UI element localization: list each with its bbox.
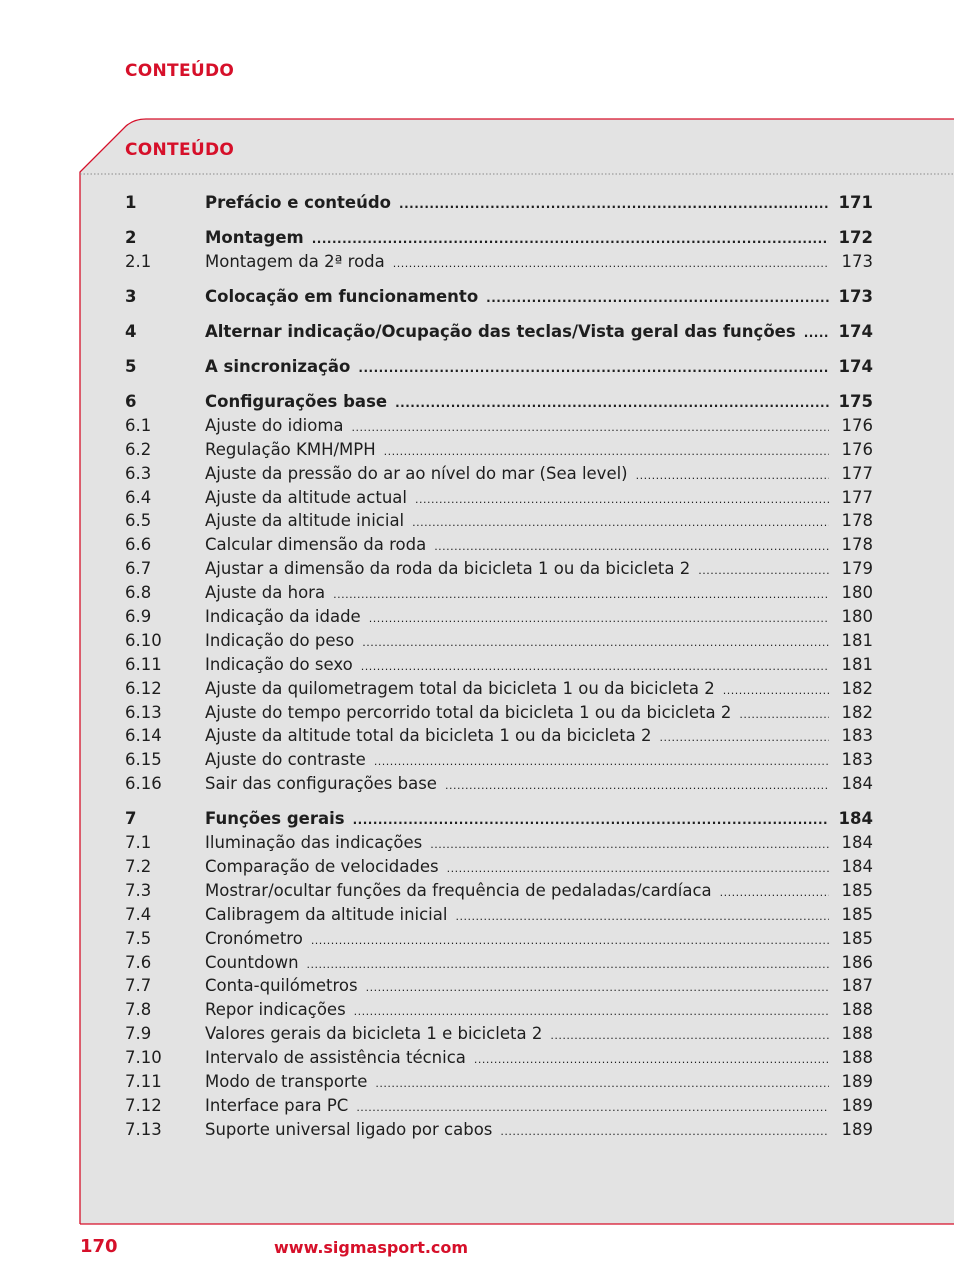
toc-page-number: 187 xyxy=(841,976,873,996)
toc-page-number: 178 xyxy=(841,535,873,555)
toc-number: 5 xyxy=(125,356,137,376)
toc-subsection-row[interactable] xyxy=(125,1072,873,1096)
toc-title: Modo de transporte xyxy=(205,1072,368,1092)
toc-subsection-row[interactable] xyxy=(125,833,873,857)
toc-number: 6.11 xyxy=(125,654,162,674)
toc-page-number: 184 xyxy=(841,833,873,853)
toc-dot-leader xyxy=(455,910,829,923)
toc-title: Funções gerais xyxy=(205,809,345,829)
toc-title: Mostrar/ocultar funções da frequência de pedaladas/cardíaca xyxy=(205,880,712,900)
toc-title: Conta-quilómetros xyxy=(205,976,358,996)
toc-page-number: 174 xyxy=(838,321,873,341)
toc-page-number: 184 xyxy=(841,774,873,794)
toc-number: 6.12 xyxy=(125,678,162,698)
toc-subsection-row[interactable] xyxy=(125,1000,873,1024)
toc-dot-leader xyxy=(430,838,829,851)
toc-number: 7.8 xyxy=(125,1000,152,1020)
toc-dot-leader xyxy=(356,1101,829,1114)
toc-subsection-row[interactable] xyxy=(125,703,873,727)
toc-title: Colocação em funcionamento xyxy=(205,286,479,306)
toc-dot-leader xyxy=(362,636,829,649)
toc-number: 7.6 xyxy=(125,952,152,972)
toc-page-number: 189 xyxy=(841,1095,873,1115)
toc-subsection-row[interactable] xyxy=(125,750,873,774)
toc-page-number: 183 xyxy=(841,750,873,770)
toc-number: 4 xyxy=(125,321,137,341)
toc-number: 6.13 xyxy=(125,702,162,722)
toc-dot-leader xyxy=(660,731,829,744)
toc-dot-leader xyxy=(500,1125,829,1138)
toc-page-number: 184 xyxy=(841,857,873,877)
page-header-title: CONTEÚDO xyxy=(125,61,235,81)
toc-title: Indicação do peso xyxy=(205,630,355,650)
toc-dot-leader xyxy=(353,813,829,827)
toc-subsection-row[interactable] xyxy=(125,631,873,655)
toc-dot-leader xyxy=(384,445,829,458)
toc-subsection-row[interactable] xyxy=(125,1096,873,1120)
footer-page-number: 170 xyxy=(80,1236,118,1257)
toc-title: Indicação da idade xyxy=(205,607,361,627)
toc-number: 7.7 xyxy=(125,976,152,996)
toc-page-number: 182 xyxy=(841,702,873,722)
toc-title: A sincronização xyxy=(205,356,351,376)
footer-url[interactable]: www.sigmasport.com xyxy=(274,1238,469,1257)
toc-number: 6 xyxy=(125,391,137,411)
toc-number: 7.10 xyxy=(125,1048,162,1068)
toc-subsection-row[interactable] xyxy=(125,464,873,488)
toc-dot-leader xyxy=(358,361,829,375)
toc-number: 2.1 xyxy=(125,252,152,271)
toc-subsection-row[interactable] xyxy=(125,1120,873,1144)
toc-title: Ajustar a dimensão da roda da bicicleta 1 ou da bicicleta 2 xyxy=(205,559,691,579)
toc-page-number: 179 xyxy=(841,559,873,579)
toc-title: Regulação KMH/MPH xyxy=(205,439,376,459)
toc-title: Ajuste da hora xyxy=(205,583,326,603)
toc-title: Prefácio e conteúdo xyxy=(205,193,392,212)
toc-subsection-row[interactable] xyxy=(125,607,873,631)
toc-number: 6.14 xyxy=(125,726,162,746)
toc-title: Montagem da 2ª roda xyxy=(205,252,385,271)
toc-dot-leader xyxy=(375,1077,829,1090)
toc-title: Ajuste da altitude inicial xyxy=(205,511,405,531)
toc-dot-leader xyxy=(399,197,829,211)
toc-page-number: 176 xyxy=(841,415,873,435)
toc-number: 7.11 xyxy=(125,1072,162,1092)
toc-section-row[interactable] xyxy=(125,322,873,346)
toc-page-number: 178 xyxy=(841,511,873,531)
toc-title: Alternar indicação/Ocupação das teclas/Vista geral das funções xyxy=(205,321,796,341)
toc-page-number: 188 xyxy=(841,1000,873,1020)
toc-title: Calcular dimensão da roda xyxy=(205,535,427,555)
toc-title: Ajuste da altitude actual xyxy=(205,487,407,507)
toc-dot-leader xyxy=(434,540,829,553)
toc-number: 3 xyxy=(125,286,137,306)
toc-subsection-row[interactable] xyxy=(125,511,873,535)
toc-page-number: 182 xyxy=(841,678,873,698)
toc-number: 6.10 xyxy=(125,630,162,650)
toc-page-number: 189 xyxy=(841,1072,873,1092)
toc-page-number: 183 xyxy=(841,726,873,746)
toc-title: Iluminação das indicações xyxy=(205,833,423,853)
toc-number: 6.16 xyxy=(125,774,162,794)
toc-dot-leader xyxy=(333,588,829,601)
toc-dot-leader xyxy=(636,469,829,482)
toc-page-number: 180 xyxy=(841,607,873,627)
toc-title: Ajuste do tempo percorrido total da bicicleta 1 ou da bicicleta 2 xyxy=(205,702,732,722)
toc-dot-leader xyxy=(311,934,829,947)
toc-section-row[interactable] xyxy=(125,357,873,381)
toc-subsection-row[interactable] xyxy=(125,953,873,977)
toc-section-row[interactable] xyxy=(125,228,873,252)
toc-number: 2 xyxy=(125,228,137,247)
toc-page-number: 171 xyxy=(838,193,873,212)
toc-dot-leader xyxy=(369,612,829,625)
toc-dot-leader xyxy=(486,291,829,305)
toc-number: 7.5 xyxy=(125,928,152,948)
toc-number: 7.9 xyxy=(125,1024,152,1044)
toc-dot-leader xyxy=(720,886,829,899)
toc-subsection-row[interactable] xyxy=(125,726,873,750)
toc-dot-leader xyxy=(354,1005,829,1018)
toc-number: 6.9 xyxy=(125,607,152,627)
toc-subsection-row[interactable] xyxy=(125,905,873,929)
toc-subsection-row[interactable] xyxy=(125,929,873,953)
toc-page-number: 181 xyxy=(841,630,873,650)
toc-page-number: 188 xyxy=(841,1024,873,1044)
toc-dot-leader xyxy=(393,257,829,270)
toc-number: 7.1 xyxy=(125,833,152,853)
toc-subsection-row[interactable] xyxy=(125,679,873,703)
toc-dot-leader xyxy=(698,564,829,577)
toc-page-number: 186 xyxy=(841,952,873,972)
toc-title: Comparação de velocidades xyxy=(205,857,439,877)
toc-page-number: 177 xyxy=(841,463,873,483)
panel-title: CONTEÚDO xyxy=(125,140,235,160)
toc-page-number: 189 xyxy=(841,1119,873,1139)
toc-number: 7.2 xyxy=(125,857,152,877)
toc-title: Interface para PC xyxy=(205,1095,349,1115)
toc-section-row[interactable] xyxy=(125,809,873,833)
toc-page-number: 180 xyxy=(841,583,873,603)
toc-dot-leader xyxy=(723,684,829,697)
toc-number: 6.6 xyxy=(125,535,152,555)
toc-dot-leader xyxy=(739,708,829,721)
toc-subsection-row[interactable] xyxy=(125,976,873,1000)
toc-title: Montagem xyxy=(205,228,304,247)
toc-page-number: 181 xyxy=(841,654,873,674)
toc-page-number: 175 xyxy=(838,391,873,411)
toc-subsection-row[interactable] xyxy=(125,559,873,583)
toc-subsection-row[interactable] xyxy=(125,774,873,798)
toc-page-number: 173 xyxy=(841,252,873,271)
toc-title: Ajuste da altitude total da bicicleta 1 ou da bicicleta 2 xyxy=(205,726,652,746)
toc-page-number: 184 xyxy=(838,809,873,829)
toc-dot-leader xyxy=(352,421,829,434)
toc-title: Valores gerais da bicicleta 1 e bicicleta 2 xyxy=(205,1024,543,1044)
toc-page-number: 185 xyxy=(841,880,873,900)
toc-title: Ajuste da quilometragem total da bicicleta 1 ou da bicicleta 2 xyxy=(205,678,715,698)
toc-dot-leader xyxy=(550,1029,829,1042)
toc-number: 1 xyxy=(125,193,137,212)
toc-title: Countdown xyxy=(205,952,299,972)
toc-dot-leader xyxy=(366,981,829,994)
toc-number: 6.1 xyxy=(125,415,152,435)
toc-number: 6.8 xyxy=(125,583,152,603)
toc-subsection-row[interactable] xyxy=(125,535,873,559)
toc-number: 6.2 xyxy=(125,439,152,459)
toc-number: 6.5 xyxy=(125,511,152,531)
toc-title: Configurações base xyxy=(205,391,388,411)
toc-dot-leader xyxy=(395,396,829,410)
toc-number: 7.13 xyxy=(125,1119,162,1139)
toc-title: Ajuste da pressão do ar ao nível do mar (Sea level) xyxy=(205,463,628,483)
toc-subsection-row[interactable] xyxy=(125,488,873,512)
toc-dot-leader xyxy=(312,232,829,246)
toc-number: 6.7 xyxy=(125,559,152,579)
toc-subsection-row[interactable] xyxy=(125,1024,873,1048)
toc-section-row[interactable] xyxy=(125,392,873,416)
toc-subsection-row[interactable] xyxy=(125,1048,873,1072)
toc-section-row[interactable] xyxy=(125,287,873,311)
toc-dot-leader xyxy=(307,958,829,971)
toc-page-number: 185 xyxy=(841,928,873,948)
toc-subsection-row[interactable] xyxy=(125,857,873,881)
toc-dot-leader xyxy=(415,493,829,506)
toc-number: 7 xyxy=(125,809,137,829)
toc-dot-leader xyxy=(361,660,829,673)
toc-subsection-row[interactable] xyxy=(125,583,873,607)
toc-dot-leader xyxy=(374,755,829,768)
toc-number: 7.4 xyxy=(125,904,152,924)
toc-subsection-row[interactable] xyxy=(125,252,873,276)
toc-title: Intervalo de assistência técnica xyxy=(205,1048,466,1068)
toc-title: Sair das configurações base xyxy=(205,774,437,794)
toc-dot-leader xyxy=(447,862,829,875)
toc-page-number: 177 xyxy=(841,487,873,507)
toc-number: 7.3 xyxy=(125,880,152,900)
toc-page-number: 173 xyxy=(838,286,873,306)
toc-page-number: 188 xyxy=(841,1048,873,1068)
toc-title: Ajuste do idioma xyxy=(205,415,344,435)
toc-number: 6.3 xyxy=(125,463,152,483)
toc-number: 6.4 xyxy=(125,487,152,507)
toc-title: Calibragem da altitude inicial xyxy=(205,904,448,924)
toc-subsection-row[interactable] xyxy=(125,440,873,464)
toc-number: 7.12 xyxy=(125,1095,162,1115)
toc-page-number: 185 xyxy=(841,904,873,924)
toc-page-number: 176 xyxy=(841,439,873,459)
toc-subsection-row[interactable] xyxy=(125,655,873,679)
toc-dot-leader xyxy=(804,326,829,340)
toc-number: 6.15 xyxy=(125,750,162,770)
toc-title: Cronómetro xyxy=(205,928,303,948)
toc-dot-leader xyxy=(474,1053,829,1066)
toc-title: Repor indicações xyxy=(205,1000,346,1020)
toc-section-row[interactable] xyxy=(125,193,873,217)
table-of-contents xyxy=(125,193,873,1144)
toc-page-number: 172 xyxy=(838,228,873,247)
toc-title: Ajuste do contraste xyxy=(205,750,366,770)
toc-title: Suporte universal ligado por cabos xyxy=(205,1119,493,1139)
toc-title: Indicação do sexo xyxy=(205,654,353,674)
toc-subsection-row[interactable] xyxy=(125,416,873,440)
toc-dot-leader xyxy=(445,779,829,792)
toc-subsection-row[interactable] xyxy=(125,881,873,905)
toc-page-number: 174 xyxy=(838,356,873,376)
toc-dot-leader xyxy=(412,516,829,529)
